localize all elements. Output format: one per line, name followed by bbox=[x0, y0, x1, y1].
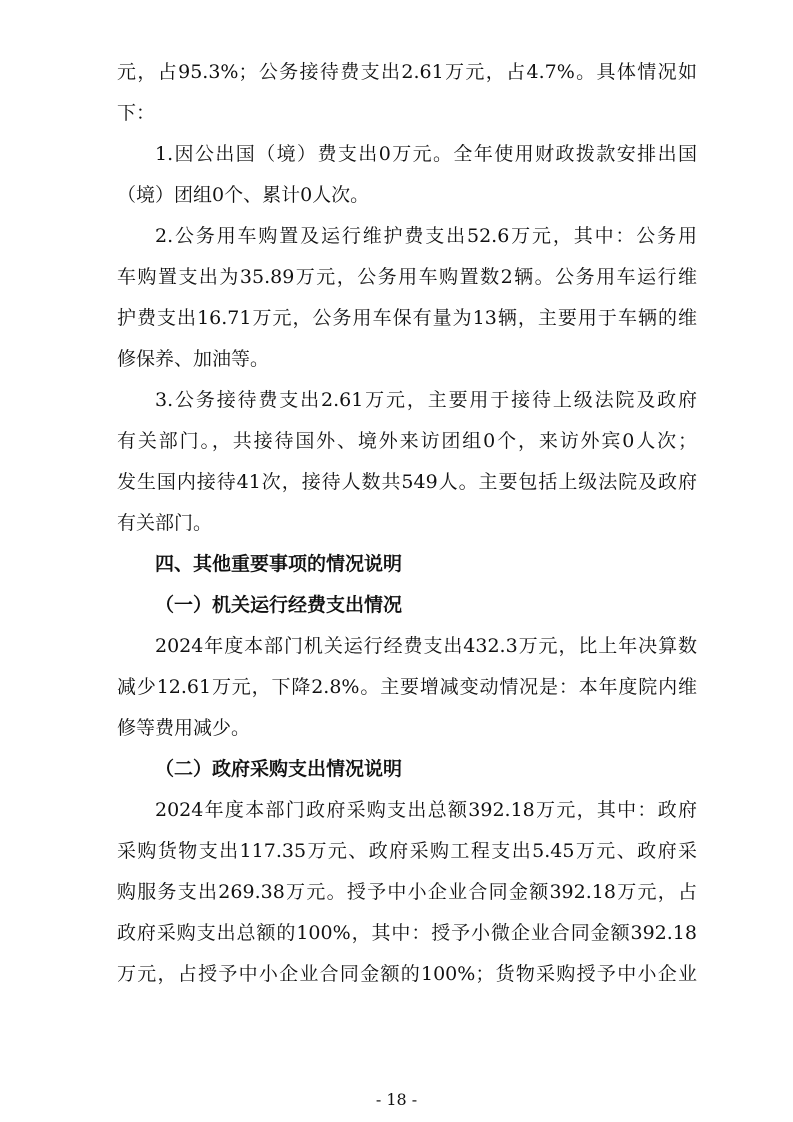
subsection-heading: （二）政府采购支出情况说明 bbox=[155, 758, 403, 780]
paragraph-line: 护费支出16.71万元，公务用车保有量为13辆，主要用于车辆的维 bbox=[117, 307, 697, 329]
paragraph-line: 元，占95.3%；公务接待费支出2.61万元，占4.7%。具体情况如 bbox=[117, 61, 697, 83]
section-heading: 四、其他重要事项的情况说明 bbox=[155, 553, 403, 575]
page-number: - 18 - bbox=[375, 1090, 418, 1109]
paragraph-line: 3.公务接待费支出2.61万元，主要用于接待上级法院及政府 bbox=[155, 389, 697, 411]
paragraph-line: 2.公务用车购置及运行维护费支出52.6万元，其中：公务用 bbox=[155, 225, 697, 247]
paragraph-line: （境）团组0个、累计0人次。 bbox=[117, 184, 370, 206]
paragraph-line: 修等费用减少。 bbox=[117, 717, 251, 739]
paragraph-line: 2024年度本部门机关运行经费支出432.3万元，比上年决算数 bbox=[155, 635, 697, 657]
paragraph-line: 有关部门。，共接待国外、境外来访团组0个，来访外宾0人次； bbox=[117, 430, 697, 452]
paragraph-line: 车购置支出为35.89万元，公务用车购置数2辆。公务用车运行维 bbox=[117, 266, 697, 288]
paragraph-line: 下： bbox=[117, 102, 156, 124]
paragraph-line: 2024年度本部门政府采购支出总额392.18万元，其中：政府 bbox=[155, 799, 697, 821]
paragraph-line: 有关部门。 bbox=[117, 512, 213, 534]
paragraph-line: 1.因公出国（境）费支出0万元。全年使用财政拨款安排出国 bbox=[155, 143, 697, 165]
paragraph-line: 修保养、加油等。 bbox=[117, 348, 270, 370]
paragraph-line: 采购货物支出117.35万元、政府采购工程支出5.45万元、政府采 bbox=[117, 840, 697, 862]
subsection-heading: （一）机关运行经费支出情况 bbox=[155, 594, 403, 616]
paragraph-line: 万元，占授予中小企业合同金额的100%；货物采购授予中小企业 bbox=[117, 963, 697, 985]
paragraph-line: 减少12.61万元，下降2.8%。主要增减变动情况是：本年度院内维 bbox=[117, 676, 697, 698]
paragraph-line: 购服务支出269.38万元。授予中小企业合同金额392.18万元，占 bbox=[117, 881, 697, 903]
paragraph-line: 发生国内接待41次，接待人数共549人。主要包括上级法院及政府 bbox=[117, 471, 697, 493]
page-content bbox=[117, 52, 697, 995]
paragraph-line: 政府采购支出总额的100%，其中：授予小微企业合同金额392.18 bbox=[117, 922, 697, 944]
